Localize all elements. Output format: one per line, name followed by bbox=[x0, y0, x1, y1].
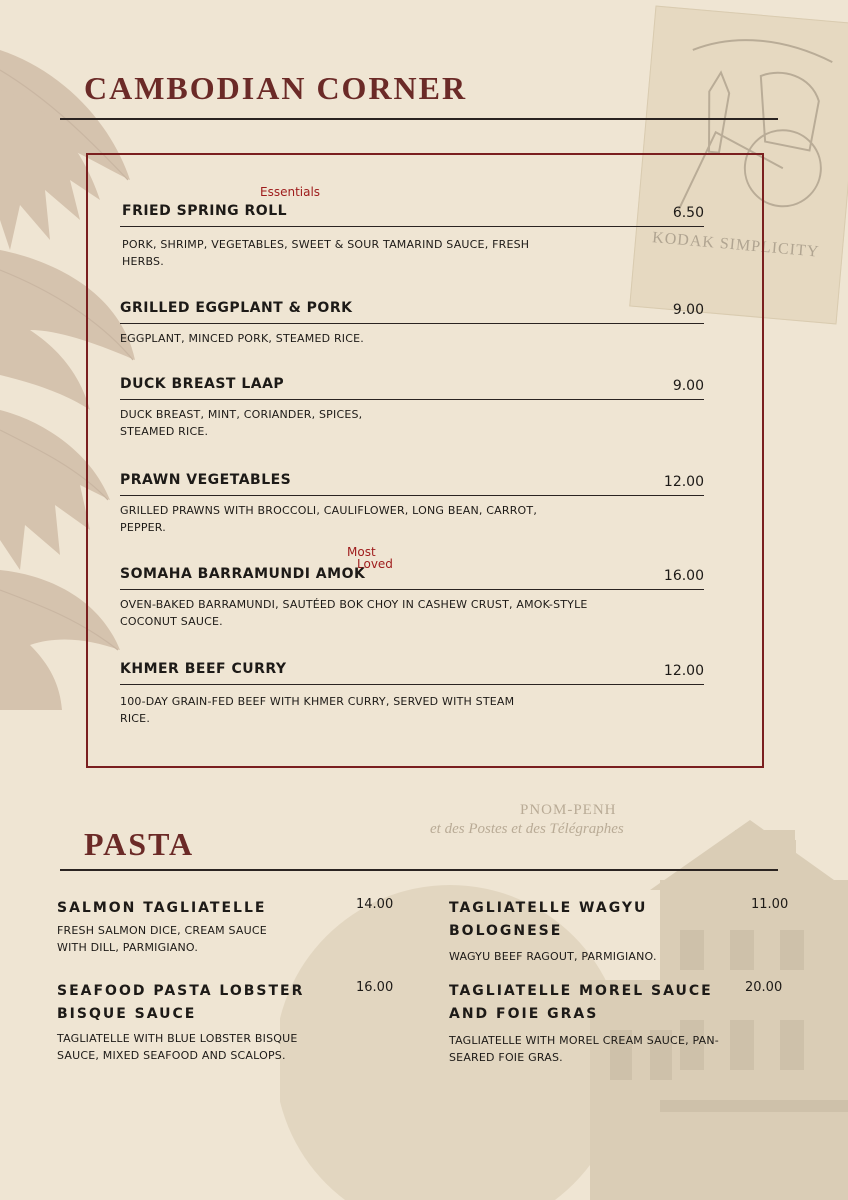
menu-item-price: 9.00 bbox=[672, 378, 704, 394]
pasta-item bbox=[57, 980, 397, 1070]
item-underline bbox=[120, 323, 704, 324]
menu-item-description: OVEN-BAKED BARRAMUNDI, SAUTÉED BOK CHOY IN CASHEW CRUST, AMOK-STYLE COCONUT SAUCE. bbox=[120, 598, 588, 628]
most-loved-tag-line1: Most bbox=[347, 545, 376, 559]
menu-item-name: DUCK BREAST LAAP bbox=[120, 376, 285, 392]
pasta-item-price: 16.00 bbox=[356, 980, 394, 995]
menu-item-description: 100-DAY GRAIN-FED BEEF WITH KHMER CURRY, SERVED WITH STEAM RICE. bbox=[120, 695, 515, 725]
section-title-pasta: PASTA bbox=[84, 826, 195, 862]
menu-item-price: 12.00 bbox=[663, 663, 704, 679]
menu-item-name: GRILLED EGGPLANT & PORK bbox=[120, 300, 353, 316]
pasta-item-description: TAGLIATELLE WITH BLUE LOBSTER BISQUE SAUCE, MIXED SEAFOOD AND SCALOPS. bbox=[57, 1032, 298, 1062]
pasta-item-price: 11.00 bbox=[751, 897, 789, 912]
menu-item-name: PRAWN VEGETABLES bbox=[120, 472, 292, 488]
section-title-cambodian-corner: CAMBODIAN CORNER bbox=[84, 70, 468, 106]
menu-item-description: EGGPLANT, MINCED PORK, STEAMED RICE. bbox=[120, 332, 364, 345]
pasta-item bbox=[57, 897, 397, 967]
pasta-item-description: TAGLIATELLE WITH MOREL CREAM SAUCE, PAN-SEARED FOIE GRAS. bbox=[449, 1034, 719, 1064]
menu-item-price: 6.50 bbox=[672, 205, 704, 221]
photo-caption-building: et des Postes et des Télégraphes bbox=[430, 821, 624, 837]
menu-item-description: PORK, SHRIMP, VEGETABLES, SWEET & SOUR TAMARIND SAUCE, FRESH HERBS. bbox=[122, 238, 530, 268]
section-divider bbox=[60, 118, 778, 120]
menu-item-description: DUCK BREAST, MINT, CORIANDER, SPICES, STEAMED RICE. bbox=[120, 408, 363, 438]
pasta-item-name: SEAFOOD PASTA LOBSTER BISQUE SAUCE bbox=[57, 983, 305, 1022]
item-underline bbox=[120, 589, 704, 590]
item-underline bbox=[120, 495, 704, 496]
most-loved-tag-line2: Loved bbox=[357, 557, 393, 571]
menu-item-name: SOMAHA BARRAMUNDI AMOK bbox=[120, 566, 366, 582]
section-divider bbox=[60, 869, 778, 871]
item-underline bbox=[120, 684, 704, 685]
menu-item-name: FRIED SPRING ROLL bbox=[122, 203, 288, 219]
photo-caption-city: PNOM-PENH bbox=[520, 802, 617, 818]
pasta-item-name: SALMON TAGLIATELLE bbox=[57, 900, 267, 916]
pasta-item-price: 14.00 bbox=[356, 897, 394, 912]
pasta-item-description: FRESH SALMON DICE, CREAM SAUCE WITH DILL, PARMIGIANO. bbox=[57, 924, 267, 954]
pasta-item bbox=[449, 980, 789, 1070]
pasta-item-price: 20.00 bbox=[745, 980, 783, 995]
poster-title: KODAK SIMPLICITY bbox=[651, 229, 820, 261]
menu-item-price: 9.00 bbox=[672, 302, 704, 318]
menu-item-price: 16.00 bbox=[663, 568, 704, 584]
menu-item-description: GRILLED PRAWNS WITH BROCCOLI, CAULIFLOWER, LONG BEAN, CARROT, PEPPER. bbox=[120, 504, 538, 534]
essentials-tag: Essentials bbox=[260, 185, 321, 199]
pasta-item-name: TAGLIATELLE MOREL SAUCE AND FOIE GRAS bbox=[449, 983, 713, 1022]
item-underline bbox=[120, 399, 704, 400]
menu-item-price: 12.00 bbox=[663, 474, 704, 490]
pasta-item-description: WAGYU BEEF RAGOUT, PARMIGIANO. bbox=[449, 950, 657, 963]
pasta-item bbox=[449, 897, 789, 967]
pasta-item-name: TAGLIATELLE WAGYU BOLOGNESE bbox=[449, 900, 648, 939]
menu-item-name: KHMER BEEF CURRY bbox=[120, 661, 287, 677]
item-underline bbox=[120, 226, 704, 227]
